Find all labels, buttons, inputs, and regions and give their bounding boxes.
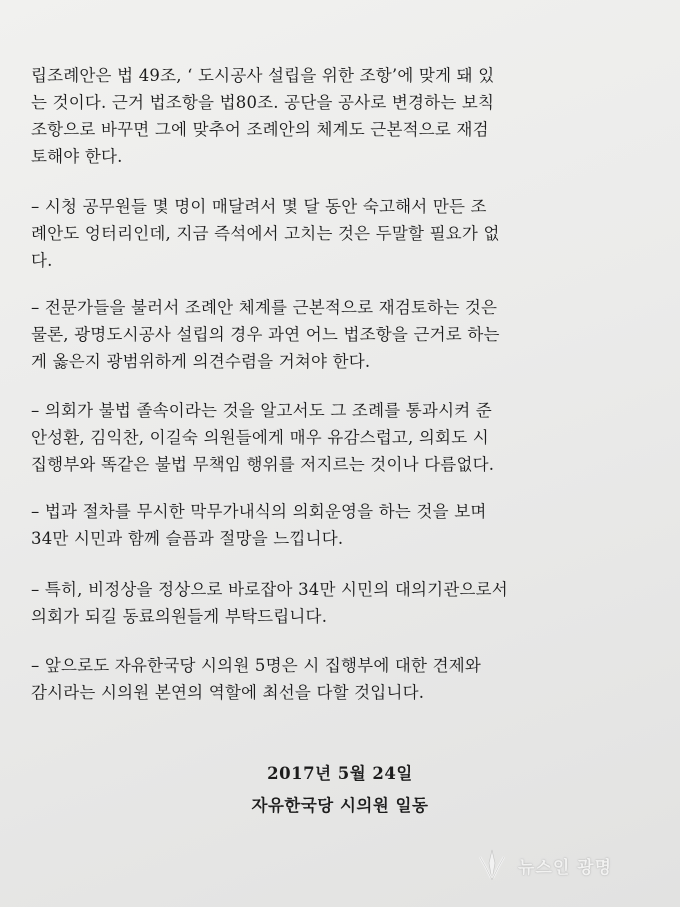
text-line: 의회가 되길 동료의원들게 부탁드립니다. [31, 607, 328, 626]
text-line: 물론, 광명도시공사 설립의 경우 과연 어느 법조항을 근거로 하는 [31, 325, 500, 344]
text-line: – 특히, 비정상을 정상으로 바로잡아 34만 시민의 대의기관으로서 [31, 580, 508, 599]
paragraph-2 [31, 193, 643, 274]
text-line: 조항으로 바꾸면 그에 맞추어 조례안의 체계도 근본적으로 재검 [31, 120, 489, 139]
paragraph-5 [31, 498, 643, 552]
text-line: 립조례안은 법 49조, ‘ 도시공사 설립을 위한 조항’에 맞게 돼 있 [31, 66, 495, 85]
text-line: 집행부와 똑같은 불법 무책임 행위를 저지르는 것이나 다름없다. [31, 455, 495, 474]
text-line: – 법과 절차를 무시한 막무가내식의 의회운영을 하는 것을 보며 [31, 502, 487, 521]
paragraph-7 [31, 652, 643, 706]
text-line: – 시청 공무원들 몇 명이 매달려서 몇 달 동안 숙고해서 만든 조 [31, 197, 487, 216]
text-line: 다. [31, 251, 53, 270]
text-line: 감시라는 시의원 본연의 역할에 최선을 다할 것입니다. [31, 683, 425, 702]
text-line: – 앞으로도 자유한국당 시의원 5명은 시 집행부에 대한 견제와 [31, 656, 482, 675]
watermark-text: 뉴스인 광명 [518, 857, 613, 878]
document-date: 2017년 5월 24일 [267, 764, 413, 783]
paragraph-3 [31, 294, 643, 375]
paragraph-1 [31, 62, 643, 170]
text-line: – 전문가들을 불러서 조례안 체계를 근본적으로 재검토하는 것은 [31, 298, 498, 317]
text-line: – 의회가 불법 졸속이라는 것을 알고서도 그 조례를 통과시켜 준 [31, 401, 492, 420]
paragraph-4 [31, 397, 643, 478]
text-line: 안성환, 김익찬, 이길숙 의원들에게 매우 유감스럽고, 의회도 시 [31, 428, 489, 447]
paragraph-6 [31, 576, 643, 630]
watermark [474, 845, 674, 885]
text-line: 토해야 한다. [31, 147, 123, 166]
signature-line: 자유한국당 시의원 일동 [251, 796, 429, 815]
news-logo-icon [474, 847, 510, 883]
text-line: 게 옳은지 광범위하게 의견수렴을 거쳐야 한다. [31, 352, 371, 371]
text-line: 례안도 엉터리인데, 지금 즉석에서 고치는 것은 두말할 필요가 없 [31, 224, 500, 243]
text-line: 34만 시민과 함께 슬픔과 절망을 느낍니다. [31, 529, 344, 548]
text-line: 는 것이다. 근거 법조항을 법80조. 공단을 공사로 변경하는 보칙 [31, 93, 495, 112]
